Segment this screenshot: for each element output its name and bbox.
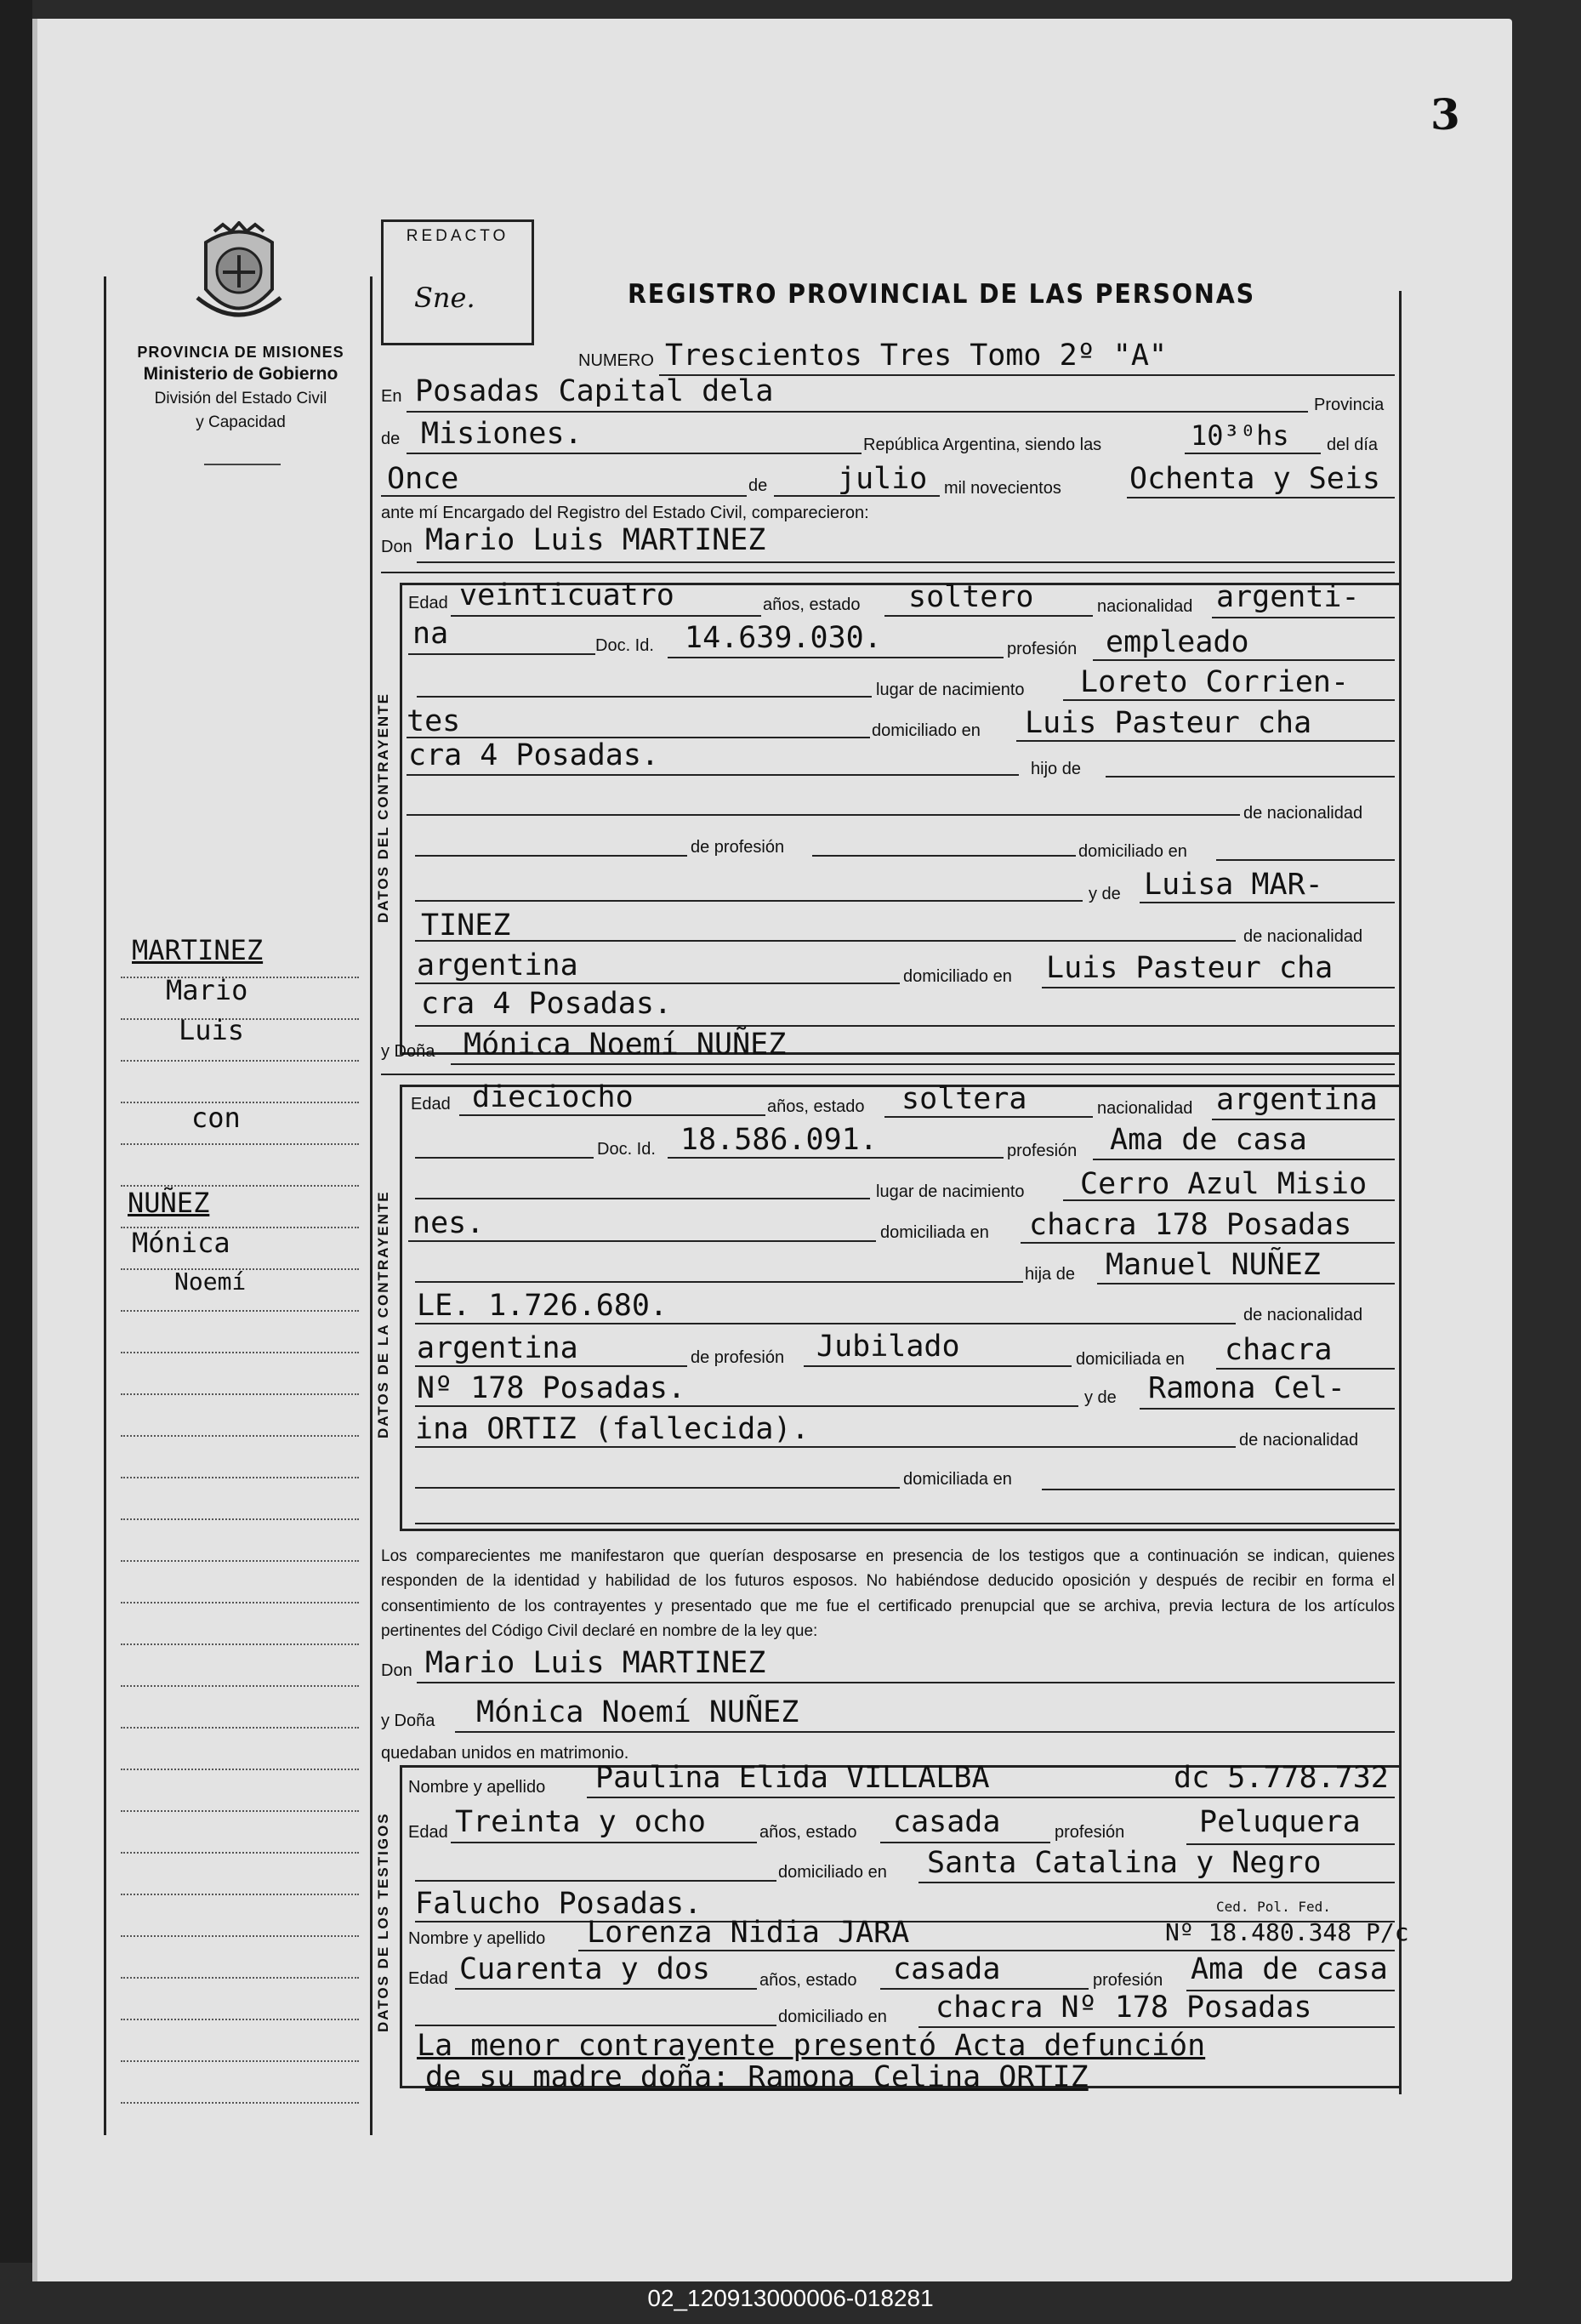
margin-note-name2: Luis [179,1014,245,1046]
margin-line [121,2019,359,2020]
t1-dom: Santa Catalina y Negro [927,1846,1322,1880]
f-lugar-value: Cerro Azul Misio [1080,1167,1368,1201]
f-madre-cont-line [415,1446,1236,1448]
c-nac-value: argenti- [1216,580,1360,614]
t2-dom-line [918,2026,1395,2028]
nota-line1: La menor contrayente presentó Acta defunción [417,2029,1206,2063]
union-don-label: Don [381,1661,412,1680]
f-dom-value: chacra 178 Posadas [1029,1208,1352,1242]
t2-doc: Nº 18.480.348 P/c [1165,1918,1409,1946]
c-madre-dom-value: Luis Pasteur cha [1046,951,1334,985]
f-doc-line [668,1157,1004,1159]
c-yde-label: y de [1089,885,1121,903]
c-doc-line [668,657,1004,658]
f-lugar-label: lugar de nacimiento [876,1182,1025,1201]
margin-line [121,1852,359,1854]
testigos-vertical-label: DATOS DE LOS TESTIGOS [375,1812,391,2033]
don-label: Don [381,538,412,556]
dona-value: Mónica Noemí NUÑEZ [463,1028,787,1062]
agency-division: División del Estado Civil [154,389,327,407]
margin-line [121,1560,359,1562]
del-dia-label: del día [1327,436,1379,454]
union-dona-label: y Doña [381,1712,435,1730]
page-number: 3 [1430,89,1460,140]
f-padre-value: Manuel NUÑEZ [1106,1248,1321,1282]
margin-line [121,2102,359,2104]
margin-line [121,1685,359,1687]
form-right-border [1399,291,1402,2094]
f-dom-label: domiciliada en [880,1223,989,1242]
union-dona-line [455,1731,1395,1733]
c-hijo-line [1106,776,1395,778]
c-estado-value: soltero [908,580,1034,614]
book-binding [0,0,32,2263]
c-nac-line [1212,617,1395,618]
dona-label: y Doña [381,1042,435,1061]
f-madre-dom-line [1042,1489,1395,1490]
numero-label: NUMERO [578,351,654,370]
f-nac-line [1212,1119,1395,1120]
t2-nombre: Lorenza Nidia JARA [587,1916,910,1950]
c-madre-dom-cont-line [415,1025,1395,1027]
f-doc-value: 18.586.091. [680,1123,878,1157]
margin-line [121,1769,359,1770]
t2-doc-top: Ced. Pol. Fed. [1216,1899,1331,1915]
republica-label: República Argentina, siendo las [863,436,1102,454]
c-padre-nac-label: de nacionalidad [1243,804,1363,823]
c-padre-nac-line [407,814,1240,816]
hora-line [1185,453,1321,454]
ante-text: ante mí Encargado del Registro del Estado Civil, comparecieron: [381,504,869,522]
nota-line2: de su madre doña: Ramona Celina ORTIZ [425,2060,1089,2094]
c-dom-label: domiciliado en [872,721,981,740]
c-madre-cont: TINEZ [421,909,511,943]
anio-line [1127,497,1395,498]
dona-line [451,1063,1395,1065]
c-madre-pre-line [415,900,1083,902]
agency-capacity: y Capacidad [196,413,286,432]
t1-dom-pre-line [415,1880,776,1882]
c-madre-nac-value: argentina [417,948,578,983]
f-padre-pre-line [415,1281,1023,1283]
t1-anos-label: años, estado [759,1823,857,1842]
f-estado-value: soltera [901,1082,1027,1116]
f-edad-line [459,1114,765,1116]
f-padre-prof-line [804,1365,1072,1367]
margin-line [121,1935,359,1937]
t1-dom-cont: Falucho Posadas. [415,1887,702,1921]
f-padre-nac: argentina [417,1331,578,1365]
f-edad-label: Edad [411,1095,451,1114]
margin-line [121,1310,359,1312]
margin-line [121,2060,359,2062]
t1-prof-line [1186,1843,1395,1845]
f-anos-label: años, estado [767,1097,865,1116]
c-estado-line [884,615,1093,617]
margin-line [121,1435,359,1437]
c-padre-dom-label: domiciliado en [1078,842,1187,861]
c-dom-value: Luis Pasteur cha [1025,706,1312,740]
c-nac-cont: na [412,617,449,651]
contrayenta-vertical-label: DATOS DE LA CONTRAYENTE [375,1190,391,1438]
don-line2 [381,572,1395,573]
t1-edad: Treinta y ocho [455,1805,707,1839]
f-padre-dom-label: domiciliada en [1076,1350,1185,1369]
margin-line [121,1602,359,1603]
contrayente-vertical-label: DATOS DEL CONTRAYENTE [375,692,391,924]
c-padre-prof-pre-line [415,855,687,857]
union-don-line [417,1682,1395,1683]
c-dom-line [1016,740,1395,742]
union-dona-value: Mónica Noemí NUÑEZ [476,1695,799,1729]
t1-dom-line [918,1882,1395,1883]
f-doc-pre-line [415,1157,594,1159]
margin-line [121,1977,359,1979]
mes-line [774,495,940,497]
de2-label: de [748,476,768,495]
margin-line [121,1143,359,1145]
t1-nombre-line [587,1797,1395,1798]
f-padre-doc: LE. 1.726.680. [417,1289,668,1323]
t1-prof-label: profesión [1055,1823,1125,1842]
numero-value: Trescientos Tres Tomo 2º "A" [665,339,1168,373]
c-madre-nac-label: de nacionalidad [1243,927,1363,946]
redacto-box [381,219,534,345]
t2-prof-label: profesión [1093,1971,1163,1990]
f-lugar-pre-line [415,1198,870,1199]
c-nac-label: nacionalidad [1097,597,1193,616]
c-dom-cont-line [407,774,1019,776]
margin-note-surname2: NUÑEZ [128,1187,210,1219]
redacto-label: REDACTO [406,227,509,245]
t2-dom-pre-line [415,2025,776,2026]
image-identifier: 02_120913000006-018281 [647,2285,934,2311]
margin-separator [370,276,373,2135]
c-doc-label: Doc. Id. [595,636,654,655]
f-hija-label: hija de [1025,1265,1075,1284]
don-line [417,561,1395,563]
margin-note-name4: Noemí [174,1267,247,1296]
margin-note-name3: Mónica [132,1227,230,1259]
f-nac-value: argentina [1216,1083,1378,1117]
t2-estado-line [880,1988,1089,1990]
margin-line [121,1643,359,1645]
union-don-value: Mario Luis MARTINEZ [425,1646,766,1680]
t1-estado: casada [893,1805,1001,1839]
margin-line [121,1727,359,1729]
c-padre-dom-line [1216,859,1395,861]
c-lugar-pre-line [417,696,872,698]
c-anos-label: años, estado [763,595,861,614]
page-edge [32,19,37,2281]
f-padre-dom-cont: Nº 178 Posadas. [417,1371,686,1405]
en-value: Posadas Capital dela [415,374,774,408]
f-prof-label: profesión [1007,1142,1078,1160]
c-madre-dom-line [1042,987,1395,988]
form-title: REGISTRO PROVINCIAL DE LAS PERSONAS [628,279,1256,310]
dia-line [381,495,747,497]
c-madre-cont-line [415,940,1236,942]
declaration-text: Los comparecientes me manifestaron que querían desposarse en presencia de los testigos que a continuación se indican, quienes responden de la identidad y habilidad de los futuros esposos. No habiéndose deducido oposición y después de recibir en forma el consentimiento de los contrayentes y presentado que me fue el certificado prenupcial que se archiva, previa lectura de los artículos pertinentes del Código Civil declaré en nombre de la ley que: [381,1547,1395,1641]
f-padre-nac-label: de nacionalidad [1243,1306,1363,1324]
t1-prof: Peluquera [1199,1805,1361,1839]
margin-line [121,1352,359,1353]
f-padre-prof-label: de profesión [691,1348,785,1367]
c-lugar-value: Loreto Corrien- [1080,665,1350,699]
t1-edad-label: Edad [408,1823,448,1842]
f-prof-value: Ama de casa [1110,1123,1307,1157]
mil-label: mil novecientos [944,479,1061,498]
t2-estado: casada [893,1952,1001,1986]
t1-nombre: Paulina Elida VILLALBA [595,1761,990,1795]
t2-nombre-label: Nombre y apellido [408,1929,546,1948]
t2-anos-label: años, estado [759,1971,857,1990]
c-nac-cont-line [408,653,595,655]
c-lugar-cont: tes [407,704,461,738]
redacto-initials: Sne. [414,282,475,314]
t1-estado-line [880,1842,1050,1843]
f-madre-line [1140,1408,1395,1410]
margin-note-con: con [191,1102,241,1134]
dona-line2 [381,1074,1395,1075]
union-quedaban: quedaban unidos en matrimonio. [381,1744,629,1763]
f-madre-dom-label: domiciliada en [903,1470,1012,1489]
c-prof-value: empleado [1106,625,1249,659]
f-padre-prof: Jubilado [816,1330,960,1364]
f-estado-line [884,1116,1093,1118]
de-label: de [381,430,401,448]
c-madre-line [1140,902,1395,903]
t1-doc: dc 5.778.732 [1174,1761,1389,1795]
t2-edad-line [455,1988,757,1990]
c-prof-label: profesión [1007,640,1078,658]
t1-edad-line [451,1842,757,1843]
agency-province: PROVINCIA DE MISIONES [137,344,344,361]
c-madre-dom-label: domiciliado en [903,967,1012,986]
f-madre-nac-label: de nacionalidad [1239,1431,1359,1450]
t1-nombre-label: Nombre y apellido [408,1778,546,1797]
f-lugar-cont-line [408,1240,876,1242]
en-line [407,411,1308,413]
agency-ministry: Ministerio de Gobierno [143,364,338,384]
t2-dom: chacra Nº 178 Posadas [936,1991,1312,2025]
f-lugar-cont: nes. [412,1206,485,1240]
f-padre-nac-line [415,1365,687,1367]
f-madre-value: Ramona Cel- [1148,1371,1345,1405]
margin-line [121,1477,359,1478]
c-doc-value: 14.639.030. [685,621,882,655]
f-dom-line [1021,1242,1395,1244]
mes-value: julio [838,462,928,496]
margin-note-surname: MARTINEZ [132,934,264,966]
f-madre-dom-pre-line [415,1487,900,1489]
anio-value: Ochenta y Seis [1129,462,1381,496]
c-prof-line [1093,659,1395,661]
margin-line [121,1393,359,1395]
en-label: En [381,387,402,406]
dia-value: Once [387,462,459,496]
don-value: Mario Luis MARTINEZ [425,523,766,557]
provincia-label: Provincia [1314,396,1385,414]
t2-dom-label: domiciliado en [778,2008,887,2026]
c-edad-label: Edad [408,594,448,612]
f-padre-dom: chacra [1225,1333,1333,1367]
c-madre-dom-cont: cra 4 Posadas. [421,987,673,1021]
c-lugar-label: lugar de nacimiento [876,681,1025,699]
t2-edad-label: Edad [408,1969,448,1988]
margin-note-name1: Mario [166,974,248,1006]
c-padre-prof-label: de profesión [691,838,785,857]
f-nac-label: nacionalidad [1097,1099,1193,1118]
c-edad-value: veinticuatro [459,578,674,612]
f-doc-label: Doc. Id. [597,1140,656,1159]
c-hijo-label: hijo de [1031,760,1081,778]
f-yde-label: y de [1084,1388,1117,1407]
hora-value: 10³⁰hs [1191,419,1289,452]
f-prof-line [1093,1159,1395,1160]
c-madre-value: Luisa MAR- [1144,868,1323,902]
f-padre-dom-cont-line [415,1405,1078,1407]
f-end-line [415,1523,1395,1524]
t2-prof: Ama de casa [1191,1952,1388,1986]
margin-line [121,1518,359,1520]
f-padre-line [1097,1283,1395,1284]
f-madre-cont: ina ORTIZ (fallecida). [415,1412,810,1446]
margin-line [121,1894,359,1895]
t2-nombre-line [578,1950,1395,1951]
f-padre-doc-line [415,1323,1236,1324]
f-padre-dom-line [1216,1368,1395,1370]
de-value: Misiones. [421,417,583,451]
f-lugar-line [1063,1199,1395,1201]
c-dom-cont: cra 4 Posadas. [408,738,660,772]
c-edad-line [451,615,761,617]
c-lugar-line [1063,699,1395,701]
c-padre-prof-line [812,855,1076,857]
t2-edad: Cuarenta y dos [459,1952,711,1986]
margin-line [121,1810,359,1812]
margin-line [121,1060,359,1062]
t1-dom-label: domiciliado en [778,1863,887,1882]
c-madre-nac-line [415,983,900,984]
f-edad-value: dieciocho [472,1080,634,1114]
de-line [407,453,862,454]
